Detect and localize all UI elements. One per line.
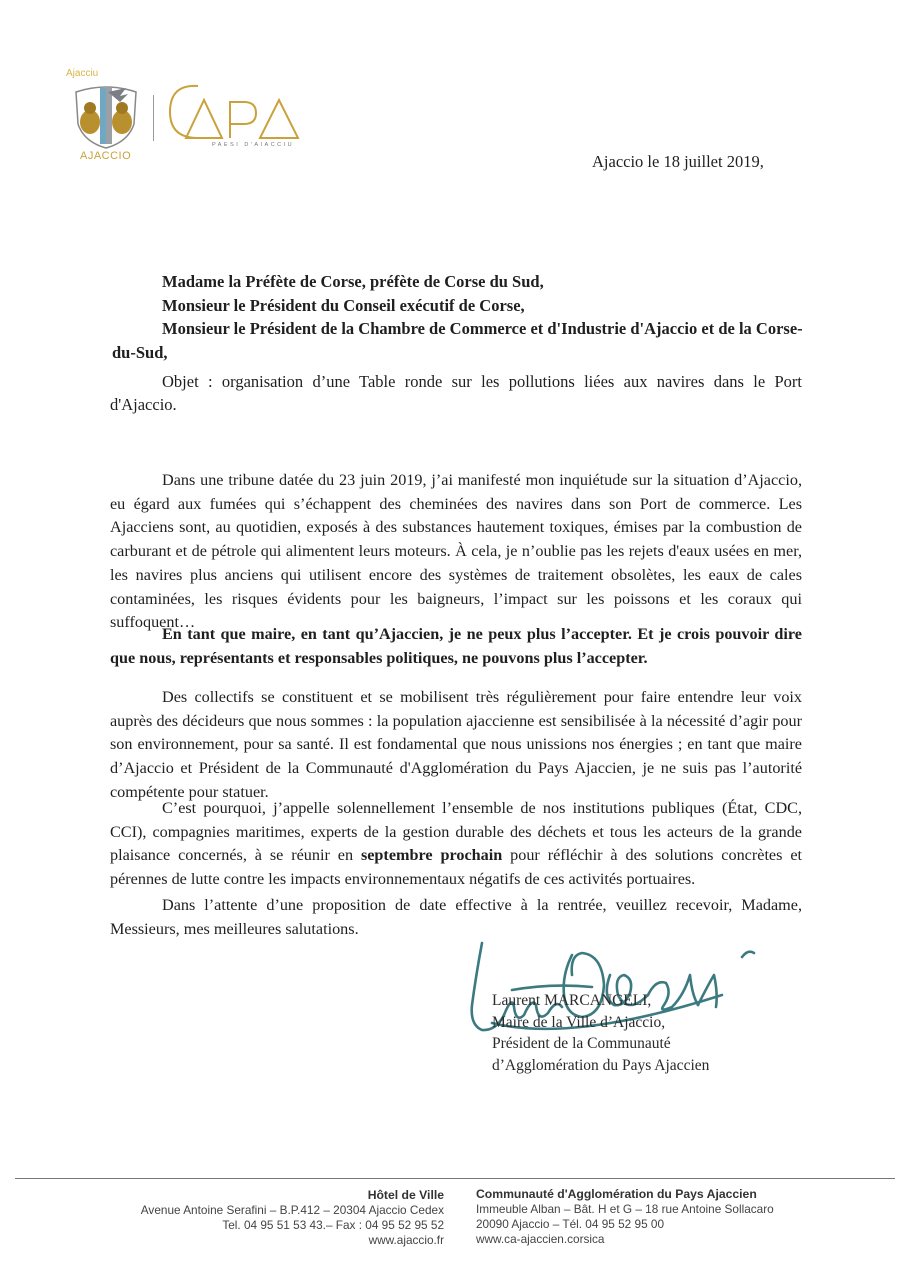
emphasis-text: septembre prochain [360, 846, 503, 865]
footer-website[interactable]: www.ajaccio.fr [368, 1233, 444, 1247]
subject-line-continued: d'Ajaccio. [110, 395, 177, 414]
signatory-name: Laurent MARCANGELI, [492, 992, 652, 1009]
paragraph-text: Dans une tribune datée du 23 juin 2019, j’ai manifesté mon inquiétude sur la situation d’Ajaccio, eu égard aux fumées qui s’échappent des cheminées des navires dans son Port de commerce. Les Ajacciens sont, au quotidien, exposés à des substances hautement toxiques, émises par la combustion de carburant et de pétrole qui alimentent leurs moteurs. À cela, je n’oublie pas les rejets d'eaux usées en mer, les navires plus anciens qui utilisent encore des systèmes de traitement obsolètes, les eaux de cales contaminées, les risques évidents pour les baigneurs, l’impact sur les poissons et les coraux qui suffoquent… [110, 471, 802, 632]
paragraph-text: Des collectifs se constituent et se mobilisent très régulièrement pour faire entendre leur voix auprès des décideurs que nous sommes : la population ajaccienne est sensibilisée à la nécessité d’agir pour son environnement, pour sa santé. Il est fondamental que nous unissions nos énergies ; en tant que maire d’Ajaccio et Président de la Communauté d'Agglomération du Pays Ajaccien, je ne suis pas l’autorité compétente pour statuer. [110, 688, 802, 801]
recipients-block [112, 270, 842, 364]
recipient-line: du-Sud, [112, 342, 168, 362]
paragraph-text: pour réfléchir à des solutions concrètes et pérennes de lutte contre les impacts environnementaux négatifs de ces activités portuaires. [110, 846, 802, 889]
ajaccio-city-logo [66, 62, 146, 170]
body-paragraph [110, 797, 802, 892]
footer-phone: Tel. 04 95 51 53 43.– Fax : 04 95 52 95 52 [222, 1218, 444, 1232]
logo-divider [153, 95, 154, 141]
letter-date: Ajaccio le 18 juillet 2019, [592, 152, 764, 171]
footer-title: Communauté d'Agglomération du Pays Ajaccien [476, 1187, 757, 1201]
paragraph-text: En tant que maire, en tant qu’Ajaccien, je ne peux plus l’accepter. Et je crois pouvoir dire que nous, représentants et responsables politiques, ne pouvons plus l’accepter. [110, 625, 802, 667]
footer-website[interactable]: www.ca-ajaccien.corsica [476, 1232, 605, 1246]
capa-wordmark-icon [164, 80, 304, 142]
recipient-line: Monsieur le Président de la Chambre de Commerce et d'Industrie d'Ajaccio et de la Corse- [162, 319, 803, 338]
capa-tagline: PAESI D'AIACCIU [212, 142, 295, 148]
capa-logo [164, 80, 304, 155]
footer-address: Immeuble Alban – Bât. H et G – 18 rue Antoine Sollacaro [476, 1202, 774, 1216]
paragraph-text: Dans l’attente d’une proposition de date effective à la rentrée, veuillez recevoir, Madame, Messieurs, mes meilleures salutations. [110, 896, 802, 938]
signature-block [492, 990, 709, 1076]
footer-divider [15, 1178, 895, 1179]
body-paragraph [110, 469, 802, 635]
signatory-title: Président de la Communauté [492, 1035, 671, 1052]
logo-small-text: Ajacciu [66, 68, 99, 79]
recipient-line: Monsieur le Président du Conseil exécutif de Corse, [162, 295, 525, 315]
paragraph-text: C’est pourquoi, j’appelle solennellement l’ensemble de nos institutions publiques (État, CDC, CCI), compagnies maritimes, experts de la gestion durable des déchets et tous les acteurs de la grande plaisance concernés, à se réunir en [110, 799, 802, 865]
body-paragraph [110, 686, 802, 805]
signatory-title: d’Agglomération du Pays Ajaccien [492, 1056, 710, 1074]
signatory-title: Maire de la Ville d’Ajaccio, [492, 1013, 666, 1031]
logo-city-name: AJACCIO [80, 150, 132, 162]
subject-line: Objet : organisation d’une Table ronde sur les pollutions liées aux navires dans le Port [162, 372, 802, 391]
recipient-line: Madame la Préfète de Corse, préfète de Corse du Sud, [162, 272, 544, 291]
footer-address: Avenue Antoine Serafini – B.P.412 – 20304 Ajaccio Cedex [140, 1203, 444, 1217]
footer-hotel-de-ville [141, 1188, 444, 1248]
footer-capa [476, 1187, 774, 1247]
ajaccio-crest-icon [70, 84, 142, 150]
footer-title: Hôtel de Ville [367, 1188, 444, 1202]
footer-phone: 20090 Ajaccio – Tél. 04 95 52 95 00 [476, 1217, 665, 1231]
body-paragraph-bold [110, 623, 802, 670]
